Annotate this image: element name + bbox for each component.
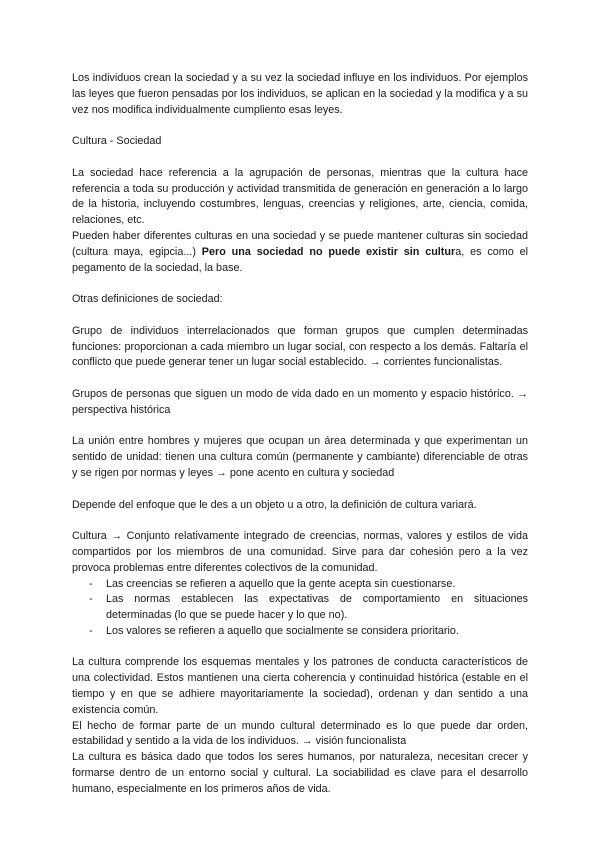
paragraph-culturas-start: Pueden haber diferentes culturas en una sociedad y se puede mantener culturas sin sociedad (cultura maya, egipcia...): [72, 229, 528, 258]
list-item-text: Las creencias se refieren a aquello que la gente acepta sin cuestionarse.: [106, 577, 456, 590]
paragraph-grupo-individuos: Grupo de individuos interrelacionados que forman grupos que cumplen determinadas funciones: proporcionan a cada miembro un lugar social, con respecto a los demás. Faltaría el conflicto que puede generar tener un lugar social establecido. → corrientes funcionalistas.: [72, 324, 528, 369]
paragraph-culturas-sociedad: [72, 229, 528, 276]
dash-bullet: -: [89, 577, 93, 590]
paragraph-depende-enfoque: Depende del enfoque que le des a un objeto u a otro, la definición de cultura variará.: [72, 498, 477, 511]
list-item: [72, 577, 528, 593]
list-item-text: Los valores se refieren a aquello que socialmente se considera prioritario.: [106, 624, 459, 637]
paragraph-union-hombres-mujeres: La unión entre hombres y mujeres que ocupan un área determinada y que experimentan un sentido de unidad: tienen una cultura común (permanente y cambiante) diferenciable de otras y se rigen por normas y leyes → pone acento en cultura y sociedad: [72, 435, 528, 479]
list-item: [72, 624, 528, 640]
paragraph-sociedad-definicion: La sociedad hace referencia a la agrupación de personas, mientras que la cultura hace referencia a toda su producción y actividad transmitida de generación en generación a lo largo de la historia, incluyendo costumbres, lenguas, creencias y religiones, arte, ciencia, comida, relaciones, etc.: [72, 166, 528, 227]
heading-cultura-sociedad: Cultura - Sociedad: [72, 135, 162, 148]
list-item-text: Las normas establecen las expectativas de comportamiento en situaciones determinadas (lo que se puede hacer y lo que no).: [106, 593, 528, 622]
dash-bullet: -: [89, 624, 93, 637]
paragraph-intro: Los individuos crean la sociedad y a su vez la sociedad influye en los individuos. Por ejemplos las leyes que fueron pensadas por los individuos, se aplican en la sociedad y la modifica y a su vez nos modifica individualmente cumpliento esas leyes.: [72, 72, 528, 116]
paragraph-cultura-basica: La cultura es básica dado que todos los seres humanos, por naturaleza, necesitan crecer y formarse dentro de un entorno social y cultural. La sociabilidad es clave para el desarrollo humano, especialmente en los primeros años de vida.: [72, 751, 528, 795]
paragraph-culturas-bold: Pero una sociedad no puede existir sin cultur: [201, 245, 456, 258]
paragraph-mundo-cultural: El hecho de formar parte de un mundo cultural determinado es lo que puede dar orden, estabilidad y sentido a la vida de los individuos. → visión funcionalista: [72, 719, 528, 748]
paragraph-cultura-definicion: Cultura → Conjunto relativamente integrado de creencias, normas, valores y estilos de vida compartidos por los miembros de una comunidad. Sirve para dar cohesión pero a la vez provoca problemas entre diferentes colectivos de la comunidad.: [72, 530, 528, 574]
culture-elements-list: [72, 577, 528, 640]
heading-otras-definiciones: Otras definiciones de sociedad:: [72, 293, 223, 306]
dash-bullet: -: [89, 593, 93, 606]
document-page: [72, 71, 528, 798]
paragraph-culturas-end: a, es como el pegamento de la sociedad, la base.: [72, 245, 528, 274]
list-item: [72, 592, 528, 624]
paragraph-cultura-esquemas: La cultura comprende los esquemas mentales y los patrones de conducta característicos de una colectividad. Estos mantienen una cierta coherencia y continuidad histórica (estable en el tiempo y en que se adhiere mayoritariamente la sociedad), ordenan y dan sentido a una existencia común.: [72, 656, 528, 716]
paragraph-grupos-personas: Grupos de personas que siguen un modo de vida dado en un momento y espacio histórico. → perspectiva histórica: [72, 387, 528, 416]
